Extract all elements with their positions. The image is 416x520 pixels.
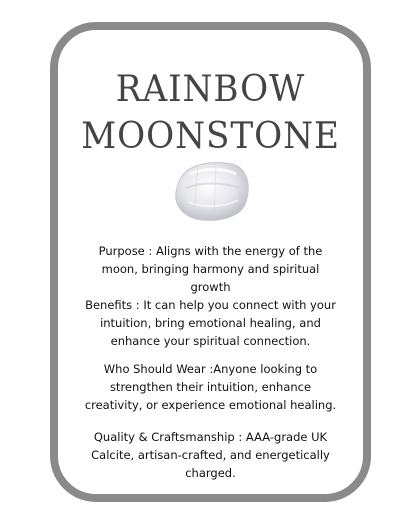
card-title-line-2: MOONSTONE [81,116,340,157]
benefits-line: enhance your spiritual connection. [110,334,311,348]
quality-text [58,428,363,482]
purpose-line: growth [190,280,231,294]
moonstone-tumbled-stone-icon [172,158,252,224]
who-should-wear-text [58,360,363,414]
purpose-line: moon, bringing harmony and spiritual [101,262,320,276]
who-line: creativity, or experience emotional healing. [84,398,337,412]
purpose-line: Purpose : Aligns with the energy of the [98,244,323,258]
quality-line: charged. [185,466,236,480]
who-line: strengthen their intuition, enhance [109,380,312,394]
quality-line: Calcite, artisan-crafted, and energetically [91,448,330,462]
who-line: Who Should Wear :Anyone looking to [103,362,318,376]
purpose-and-benefits-text [58,242,363,350]
quality-line: Quality & Craftsmanship : AAA-grade UK [93,430,328,444]
benefits-line: Benefits : It can help you connect with your [85,298,336,312]
benefits-line: intuition, bring emotional healing, and [100,316,321,330]
card-title-line-1: RAINBOW [115,69,306,110]
product-card [50,22,371,502]
